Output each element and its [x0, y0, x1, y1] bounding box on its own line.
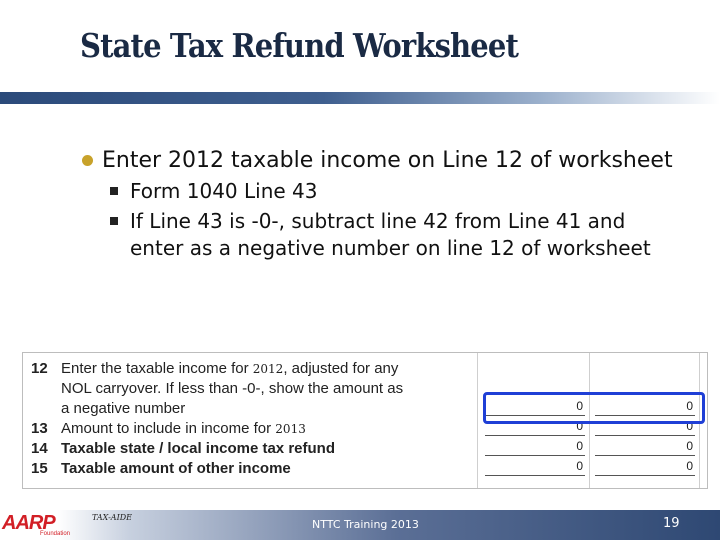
bullet-main-text: Enter 2012 taxable income on Line 12 of worksheet — [102, 148, 673, 173]
line-number: 13 — [31, 420, 48, 437]
line-14-label: Taxable state / local income tax refund — [61, 440, 335, 457]
highlight-box — [483, 392, 705, 424]
entry-underline — [595, 475, 695, 476]
line-number: 12 — [31, 360, 48, 377]
sub-bullet-2 — [110, 208, 682, 262]
line-13-col1-value: 0 — [576, 419, 583, 433]
line-13-col2-value: 0 — [686, 419, 693, 433]
bullet-main — [82, 146, 682, 175]
entry-underline — [485, 475, 585, 476]
line-13-label: Amount to include in income for 2013 — [61, 420, 306, 437]
page-number: 19 — [663, 516, 680, 531]
entry-underline — [595, 455, 695, 456]
line-12-label-cont: a negative number — [61, 400, 186, 417]
line-number: 15 — [31, 460, 48, 477]
line-15-col1-value: 0 — [576, 459, 583, 473]
entry-underline — [595, 435, 695, 436]
line-14-col2-value: 0 — [686, 439, 693, 453]
entry-underline — [485, 455, 585, 456]
line-12-label: Enter the taxable income for 2012, adjusted for any — [61, 360, 399, 377]
line-number: 14 — [31, 440, 48, 457]
sub-bullet-text: Form 1040 Line 43 — [130, 179, 318, 203]
bullet-dot-icon — [82, 155, 93, 166]
line-12-col2-value: 0 — [686, 399, 693, 413]
slide-title: State Tax Refund Worksheet — [80, 26, 519, 65]
aarp-logo-subtext: Foundation — [40, 531, 71, 537]
aarp-logo: AARP — [2, 512, 55, 534]
sub-bullet-1 — [110, 178, 682, 205]
bullet-list — [82, 146, 682, 262]
line-14-col1-value: 0 — [576, 439, 583, 453]
line-15-col2-value: 0 — [686, 459, 693, 473]
line-12-label-cont: NOL carryover. If less than -0-, show the amount as — [61, 380, 404, 397]
worksheet-excerpt — [22, 352, 708, 489]
year-value: 2012 — [252, 362, 284, 376]
entry-underline — [485, 435, 585, 436]
title-underline-bar — [0, 92, 720, 104]
square-bullet-icon — [110, 217, 118, 225]
square-bullet-icon — [110, 187, 118, 195]
year-value: 2013 — [275, 422, 306, 436]
footer-title: NTTC Training 2013 — [312, 518, 419, 531]
line-15-label: Taxable amount of other income — [61, 460, 291, 477]
line-12-col1-value: 0 — [576, 399, 583, 413]
sub-bullet-text: If Line 43 is -0-, subtract line 42 from Line 41 and enter as a negative number on line 12 of worksheet — [130, 209, 651, 260]
tax-aide-label: TAX-AIDE — [92, 513, 132, 522]
